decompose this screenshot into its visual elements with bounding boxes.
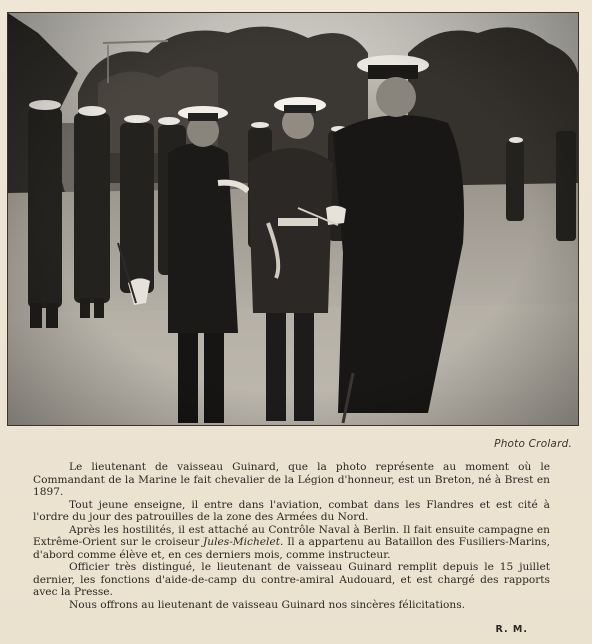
- article-body: [33, 461, 550, 611]
- ship-name: Jules-Michelet: [203, 536, 280, 548]
- paragraph-career-before: Après les hostilités, il est attaché au Contrôle Naval à Berlin. Il fait ensuite campagne en Extrême-Orient sur le croiseur: [33, 523, 550, 548]
- paragraph-intro: Le lieutenant de vaisseau Guinard, que la photo représente au moment où le Commandant de la Marine le fait chevalier de la Légion d'honneur, est un Breton, né à Brest en 1897.: [33, 461, 550, 498]
- photo-credit: Photo Crolard.: [494, 438, 572, 450]
- author-signature: R. M.: [495, 624, 528, 635]
- paragraph-aviation: Tout jeune enseigne, il entre dans l'aviation, combat dans les Flandres et est cité à l'ordre du jour des patrouilles de la zone des Armées du Nord.: [33, 498, 550, 523]
- paragraph-career: [33, 524, 550, 562]
- paragraph-congratulations: Nous offrons au lieutenant de vaisseau Guinard nos sincères félicitations.: [69, 598, 466, 611]
- paragraph-duties: Officier très distingué, le lieutenant de vaisseau Guinard remplit depuis le 15 juillet dernier, les fonctions d'aide-de-camp du contre-amiral Audouard, et est chargé des rapports avec la Presse.: [33, 561, 550, 598]
- paragraph-career-after: . Il a appartenu au Bataillon des Fusiliers-Marins, d'abord comme élève et, en ces derniers mois, comme instructeur.: [33, 536, 550, 561]
- ceremony-photograph: [7, 12, 579, 426]
- photo-illustration: [8, 13, 578, 425]
